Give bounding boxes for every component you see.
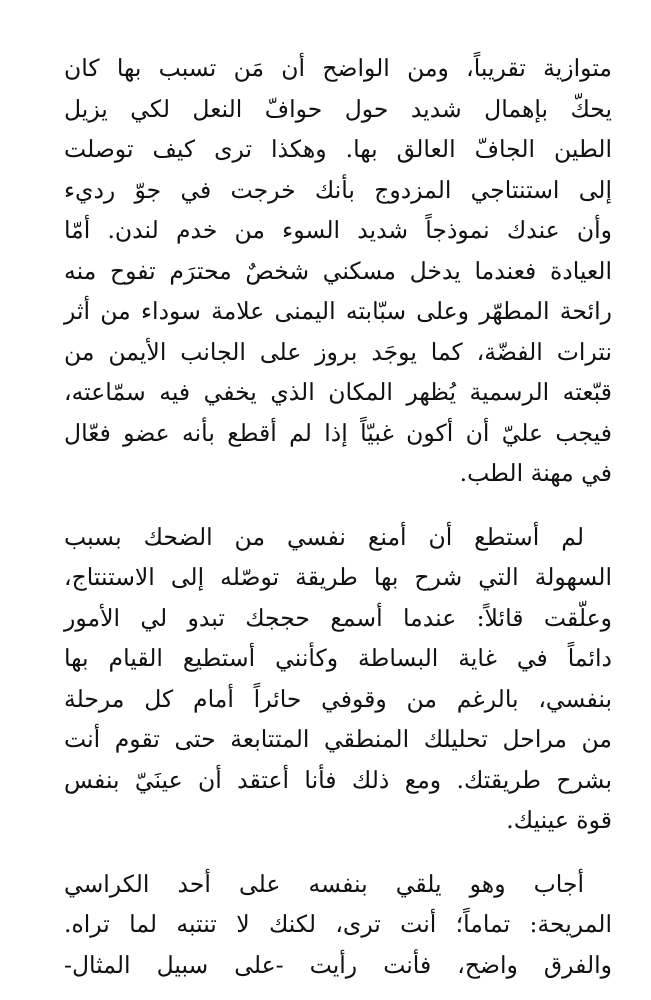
text-line: قوة عينيك.: [506, 806, 612, 834]
text-line: رائحة المطهّر وعلى سبّابته اليمنى علامة سوداء من أثر: [64, 297, 612, 325]
document-page: [64, 48, 612, 985]
text-line: وعلّقت قائلاً: عندما أسمع حججك تبدو لي الأمور: [64, 603, 612, 632]
text-line: بنفسي، بالرغم من وقوفي حائراً أمام كل مرحلة: [64, 684, 612, 713]
text-line: نترات الفضّة، كما يوجَد بروز على الجانب الأيمن من: [64, 337, 612, 366]
text-line: يحكّ بإهمال شديد حول حوافّ النعل لكي يزيل: [64, 94, 612, 123]
text-line: فيجب عليّ أن أكون غبيّاً إذا لم أقطع بأنه عضو فعّال: [64, 418, 612, 447]
text-line: دائماً في غاية البساطة وكأنني أستطيع القيام بها: [64, 644, 612, 672]
text-line: قبّعته الرسمية يُظهر المكان الذي يخفي فيه سمّاعته،: [64, 378, 612, 406]
text-line: السهولة التي شرح بها طريقة توصّله إلى الاستنتاج،: [64, 563, 612, 591]
text-line: في مهنة الطب.: [459, 459, 612, 487]
text-line: العيادة فعندما يدخل مسكني شخصٌ محترَم تفوح منه: [64, 256, 612, 285]
text-line: بشرح طريقتك. ومع ذلك فأنا أعتقد أن عينَيّ بنفس: [64, 765, 612, 794]
text-line: إلى استنتاجي المزدوج بأنك خرجت في جوّ رديء: [64, 175, 612, 204]
paragraph-1: [64, 48, 612, 494]
text-line: والفرق واضح، فأنت رأيت -على سبيل المثال-: [64, 950, 612, 979]
text-line: من مراحل تحليلك المنطقي المتتابعة حتى تقوم أنت: [64, 725, 612, 753]
text-line: الطين الجافّ العالق بها. وهكذا ترى كيف توصلت: [64, 135, 612, 163]
paragraph-2: [64, 517, 612, 841]
text-line: أجاب وهو يلقي بنفسه على أحد الكراسي: [64, 869, 584, 898]
text-line: وأن عندك نموذجاً شديد السوء من خدم لندن. أمّا: [64, 216, 612, 244]
text-line: متوازية تقريباً، ومن الواضح أن مَن تسبب بها كان: [64, 54, 612, 82]
paragraph-3: [64, 864, 612, 986]
text-line: لم أستطع أن أمنع نفسي من الضحك بسبب: [64, 522, 584, 551]
text-line: المريحة: تماماً؛ أنت ترى، لكنك لا تنتبه لما تراه.: [64, 910, 612, 938]
